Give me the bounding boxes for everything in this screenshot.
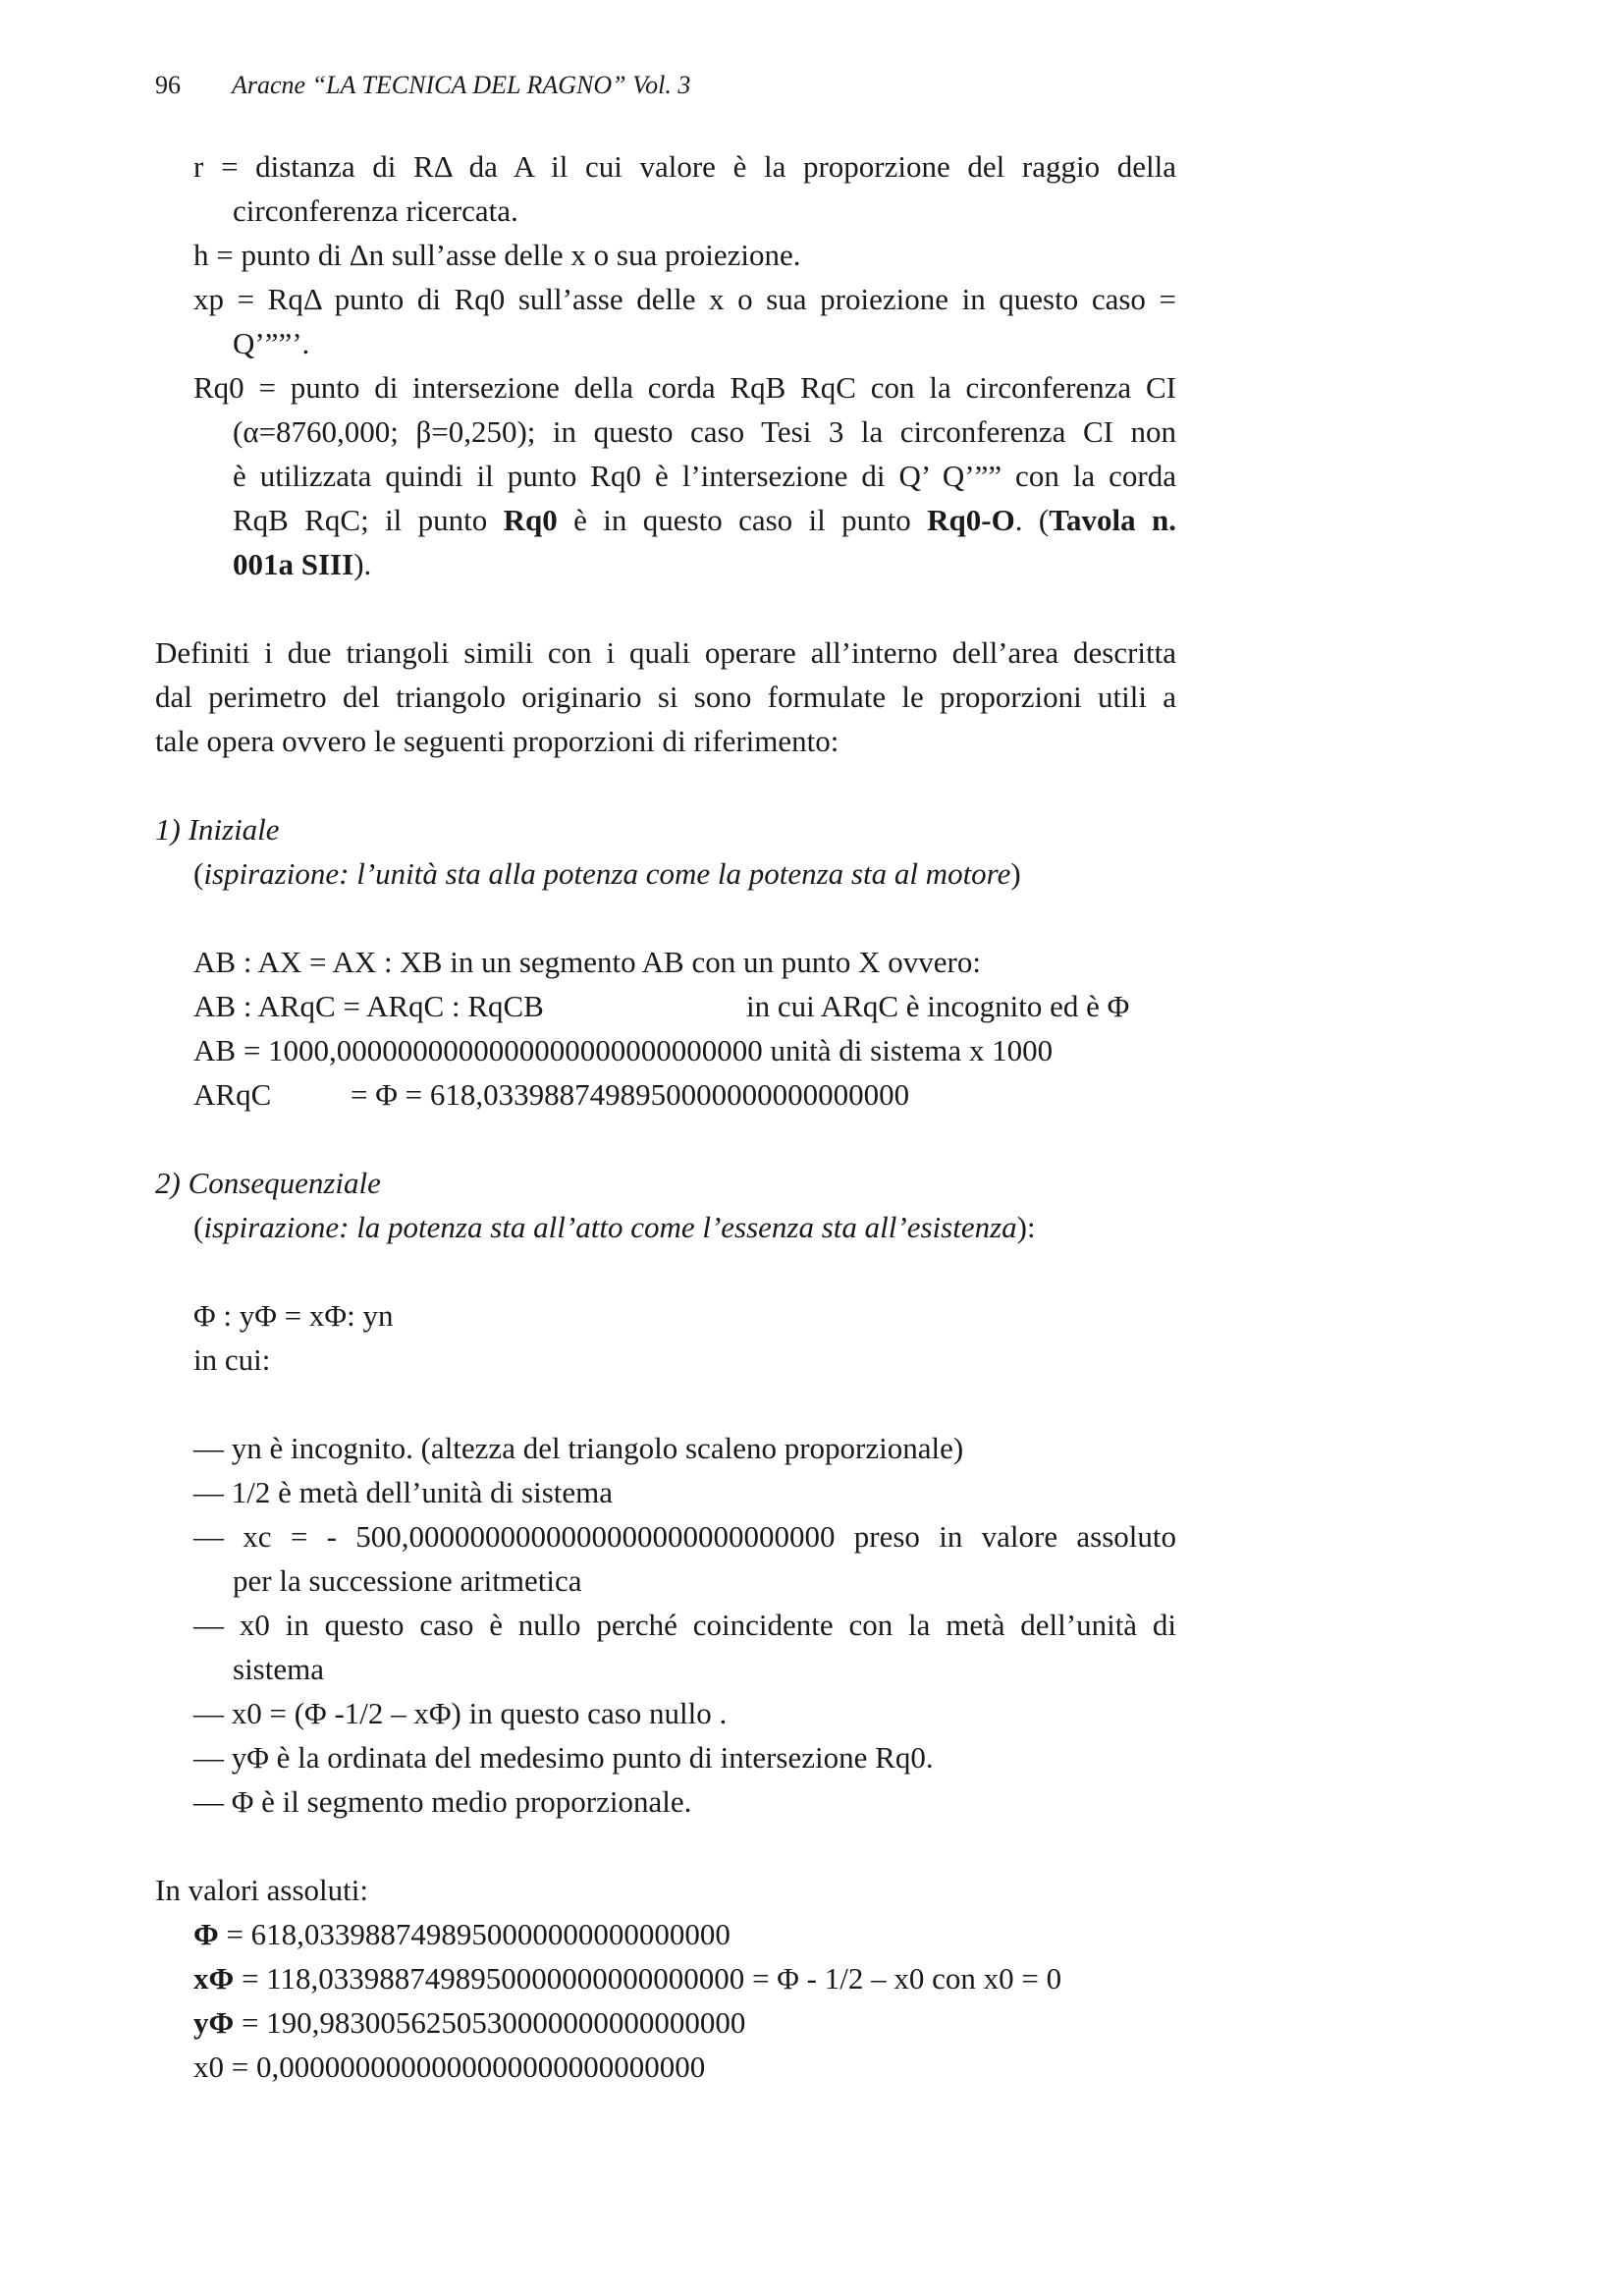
section-1-inspiration: (ispirazione: l’unità sta alla potenza come la potenza sta al motore) <box>193 856 1021 891</box>
tavola-id-bold: 001a SIII <box>233 547 354 581</box>
definition-h: h = punto di Δn sull’asse delle x o sua proiezione. <box>193 238 801 272</box>
section-2-title: 2) Consequenziale <box>155 1166 381 1200</box>
definition-rq0-line-2: (α=8760,000; β=0,250); in questo caso Tesi 3 la circonferenza CI non <box>233 414 1176 449</box>
section-1-equation-4: ARqC = Φ = 618,0339887498950000000000000000 <box>193 1077 910 1112</box>
definition-xp-line-2: Q’””’. <box>233 326 310 360</box>
absolute-yphi: yΦ = 190,9830056250530000000000000000 <box>193 2005 746 2040</box>
list-item-half: — 1/2 è metà dell’unità di sistema <box>193 1475 614 1509</box>
definition-r-line-1: r = distanza di RΔ da A il cui valore è la proporzione del raggio della <box>193 149 1176 184</box>
page-body <box>155 144 1176 2089</box>
absolute-x0: x0 = 0,0000000000000000000000000000 <box>193 2050 706 2084</box>
tavola-ref-bold: Tavola n. <box>1049 503 1176 537</box>
definition-rq0-line-4: RqB RqC; il punto Rq0 è in questo caso il punto Rq0-O. (Tavola n. <box>233 503 1176 537</box>
page-number: 96 <box>155 71 181 99</box>
paragraph-line-3: tale opera ovvero le seguenti proporzioni di riferimento: <box>155 724 839 758</box>
list-item-yn: — yn è incognito. (altezza del triangolo scaleno proporzionale) <box>193 1431 964 1465</box>
list-item-x0-line-2: sistema <box>233 1652 324 1686</box>
list-item-yphi: — yΦ è la ordinata del medesimo punto di intersezione Rq0. <box>193 1740 934 1775</box>
absolute-phi: Φ = 618,0339887498950000000000000000 <box>193 1917 731 1951</box>
definition-xp-line-1: xp = RqΔ punto di Rq0 sull’asse delle x o sua proiezione in questo caso = <box>193 282 1176 316</box>
list-item-xc-line-1: — xc = - 500,0000000000000000000000000000 preso in valore assoluto <box>193 1519 1176 1554</box>
rq0-bold: Rq0 <box>503 503 558 537</box>
definition-r-line-2: circonferenza ricercata. <box>233 193 518 228</box>
paragraph-line-1: Definiti i due triangoli simili con i quali operare all’interno dell’area descritta <box>155 635 1176 670</box>
running-header <box>155 71 690 100</box>
section-1-equation-1: AB : AX = AX : XB in un segmento AB con un punto X ovvero: <box>193 945 981 979</box>
section-1-equation-3: AB = 1000,0000000000000000000000000000 unità di sistema x 1000 <box>193 1033 1054 1067</box>
section-2-in-cui: in cui: <box>193 1342 271 1377</box>
absolute-values-title: In valori assoluti: <box>155 1873 368 1907</box>
section-1-equation-2: AB : ARqC = ARqC : RqCB in cui ARqC è incognito ed è Φ <box>193 989 1130 1023</box>
definition-rq0-line-5: 001a SIII). <box>233 547 372 581</box>
rq0-o-bold: Rq0-O <box>927 503 1015 537</box>
section-2-inspiration: (ispirazione: la potenza sta all’atto come l’essenza sta all’esistenza): <box>193 1210 1036 1244</box>
list-item-x0-line-1: — x0 in questo caso è nullo perché coincidente con la metà dell’unità di <box>193 1608 1176 1642</box>
running-title: Aracne “LA TECNICA DEL RAGNO” Vol. 3 <box>232 71 691 99</box>
section-2-equation: Φ : yΦ = xΦ: yn <box>193 1298 394 1333</box>
definition-rq0-line-3: è utilizzata quindi il punto Rq0 è l’intersezione di Q’ Q’”” con la corda <box>233 459 1176 493</box>
absolute-xphi: xΦ = 118,0339887498950000000000000000 = Φ - 1/2 – x0 con x0 = 0 <box>193 1961 1062 1995</box>
list-item-x0-formula: — x0 = (Φ -1/2 – xΦ) in questo caso nullo . <box>193 1696 728 1730</box>
definition-rq0-line-1: Rq0 = punto di intersezione della corda RqB RqC con la circonferenza CI <box>193 370 1176 405</box>
section-1-title: 1) Iniziale <box>155 812 280 847</box>
paragraph-line-2: dal perimetro del triangolo originario si sono formulate le proporzioni utili a <box>155 680 1176 714</box>
list-item-phi: — Φ è il segmento medio proporzionale. <box>193 1784 692 1819</box>
list-item-xc-line-2: per la successione aritmetica <box>233 1563 582 1598</box>
